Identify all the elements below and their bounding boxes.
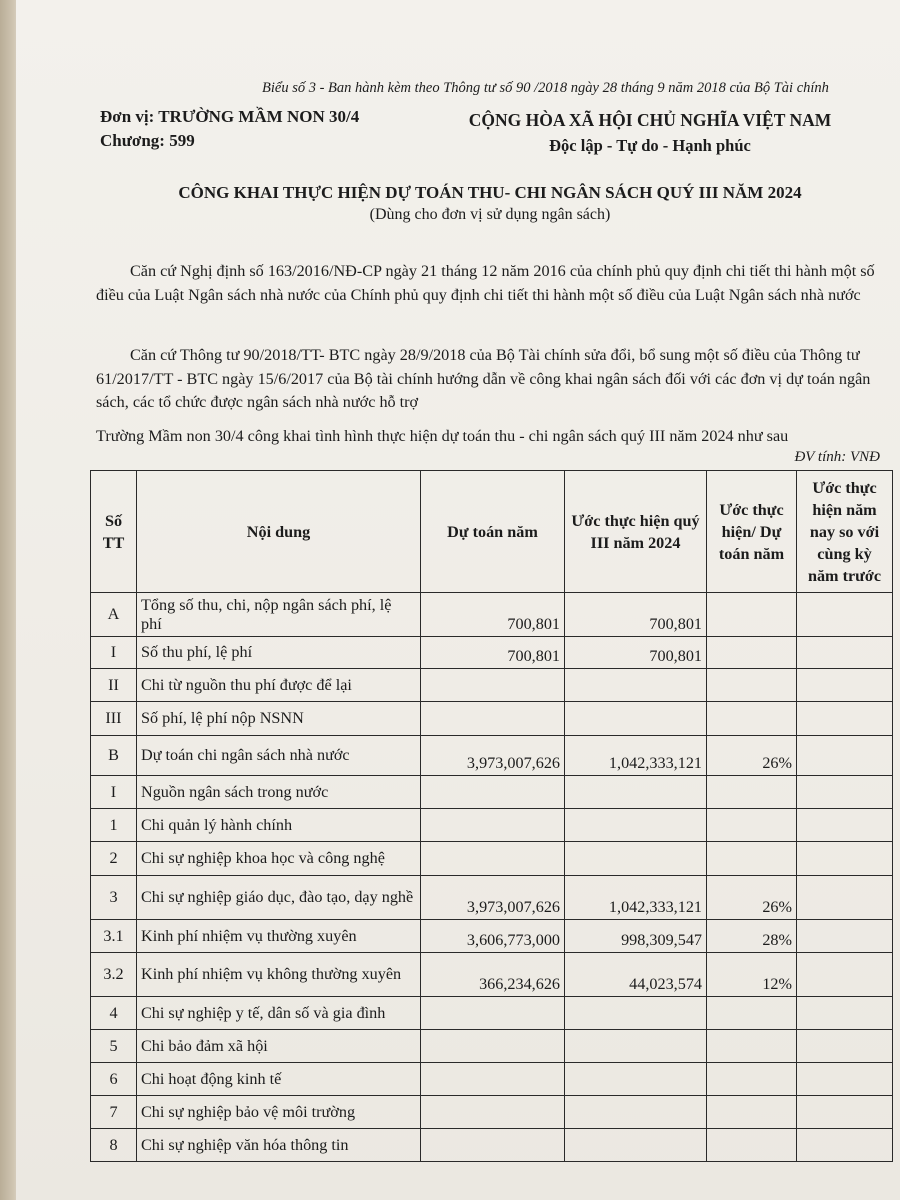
header-plan: Dự toán năm [421,471,565,593]
cell-actual [565,669,707,702]
cell-content: Nguồn ngân sách trong nước [137,776,421,809]
cell-content: Dự toán chi ngân sách nhà nước [137,736,421,776]
cell-stt: A [91,593,137,637]
cell-yoy [797,1129,893,1162]
cell-content: Chi từ nguồn thu phí được để lại [137,669,421,702]
cell-ratio: 12% [707,953,797,997]
cell-actual: 1,042,333,121 [565,876,707,920]
cell-ratio [707,637,797,669]
cell-yoy [797,702,893,736]
cell-plan: 3,973,007,626 [421,876,565,920]
header-content: Nội dung [137,471,421,593]
cell-content: Chi sự nghiệp bảo vệ môi trường [137,1096,421,1129]
currency-unit-note: ĐV tính: VNĐ [794,449,880,465]
cell-actual [565,1096,707,1129]
table-row [91,702,893,736]
cell-content: Tổng số thu, chi, nộp ngân sách phí, lệ phí [137,593,421,637]
cell-plan: 700,801 [421,637,565,669]
cell-plan [421,997,565,1030]
cell-ratio [707,1063,797,1096]
cell-stt: 2 [91,842,137,876]
cell-actual [565,702,707,736]
cell-stt: 1 [91,809,137,842]
cell-plan [421,776,565,809]
table-body [91,593,893,1162]
cell-yoy [797,1063,893,1096]
header-yoy: Ước thực hiện năm nay so với cùng kỳ năm trước [797,471,893,593]
document-reference: Biểu số 3 - Ban hành kèm theo Thông tư số 90 /2018 ngày 28 tháng 9 năm 2018 của Bộ Tài chính [262,80,829,96]
cell-actual [565,997,707,1030]
cell-stt: I [91,776,137,809]
cell-content: Chi sự nghiệp văn hóa thông tin [137,1129,421,1162]
cell-stt: 3 [91,876,137,920]
table-row [91,1096,893,1129]
table-row [91,1063,893,1096]
cell-actual [565,1063,707,1096]
cell-yoy [797,1096,893,1129]
cell-plan [421,1063,565,1096]
table-row [91,669,893,702]
cell-actual [565,1129,707,1162]
cell-actual [565,809,707,842]
cell-actual: 1,042,333,121 [565,736,707,776]
cell-ratio [707,1096,797,1129]
cell-yoy [797,669,893,702]
cell-content: Chi sự nghiệp khoa học và công nghệ [137,842,421,876]
cell-yoy [797,776,893,809]
cell-actual: 700,801 [565,637,707,669]
cell-ratio [707,1129,797,1162]
cell-yoy [797,736,893,776]
cell-stt: 3.2 [91,953,137,997]
cell-ratio: 26% [707,876,797,920]
cell-stt: 6 [91,1063,137,1096]
cell-stt: B [91,736,137,776]
cell-yoy [797,593,893,637]
cell-ratio [707,1030,797,1063]
header-actual: Ước thực hiện quý III năm 2024 [565,471,707,593]
cell-plan [421,1096,565,1129]
legal-basis-paragraph-2: Căn cứ Thông tư 90/2018/TT- BTC ngày 28/9/2018 của Bộ Tài chính sửa đổi, bổ sung một số điều của Thông tư 61/2017/TT - BTC ngày 15/6/2017 của Bộ tài chính hướng dẫn về công khai ngân sách đối với các đơn vị dự toán ngân sách, các tổ chức được ngân sách nhà nước hỗ trợ [96,346,871,411]
cell-content: Chi bảo đảm xã hội [137,1030,421,1063]
table-row [91,809,893,842]
cell-plan [421,842,565,876]
cell-stt: 7 [91,1096,137,1129]
cell-content: Kinh phí nhiệm vụ thường xuyên [137,920,421,953]
cell-ratio: 28% [707,920,797,953]
document-subtitle: (Dùng cho đơn vị sử dụng ngân sách) [369,206,611,223]
table-row [91,997,893,1030]
table-row [91,776,893,809]
cell-content: Chi sự nghiệp y tế, dân số và gia đình [137,997,421,1030]
cell-content: Chi sự nghiệp giáo dục, đào tạo, dạy nghề [137,876,421,920]
cell-actual [565,842,707,876]
cell-yoy [797,953,893,997]
table-row [91,953,893,997]
cell-plan [421,809,565,842]
unit-chapter: Chương: 599 [100,131,195,150]
intro-paragraph: Trường Mầm non 30/4 công khai tình hình thực hiện dự toán thu - chi ngân sách quý III năm 2024 như sau [96,427,789,445]
cell-ratio: 26% [707,736,797,776]
budget-table [90,470,893,1162]
table-row [91,736,893,776]
cell-actual: 700,801 [565,593,707,637]
cell-content: Chi hoạt động kinh tế [137,1063,421,1096]
cell-plan: 3,973,007,626 [421,736,565,776]
cell-stt: 5 [91,1030,137,1063]
header-ratio: Ước thực hiện/ Dự toán năm [707,471,797,593]
issuing-unit [100,105,359,153]
legal-basis-paragraph-1: Căn cứ Nghị định số 163/2016/NĐ-CP ngày 21 tháng 12 năm 2016 của chính phủ quy định chi tiết thi hành một số điều của Luật Ngân sách nhà nước của Chính phủ quy định chi tiết thi hành một số điều của Luật Ngân sách nhà nước [96,262,875,304]
cell-content: Kinh phí nhiệm vụ không thường xuyên [137,953,421,997]
cell-stt: 3.1 [91,920,137,953]
cell-actual [565,1030,707,1063]
cell-ratio [707,702,797,736]
cell-stt: 8 [91,1129,137,1162]
national-header [440,108,860,158]
cell-ratio [707,997,797,1030]
cell-yoy [797,1030,893,1063]
table-row [91,1129,893,1162]
cell-plan: 3,606,773,000 [421,920,565,953]
cell-ratio [707,593,797,637]
table-header-row [91,471,893,593]
cell-ratio [707,776,797,809]
cell-plan: 366,234,626 [421,953,565,997]
cell-yoy [797,920,893,953]
document-title: CÔNG KHAI THỰC HIỆN DỰ TOÁN THU- CHI NGÂN SÁCH QUÝ III NĂM 2024 [178,183,802,202]
header-stt: Số TT [91,471,137,593]
cell-yoy [797,809,893,842]
cell-content: Số thu phí, lệ phí [137,637,421,669]
cell-stt: II [91,669,137,702]
table-row [91,593,893,637]
cell-plan [421,669,565,702]
cell-ratio [707,842,797,876]
cell-stt: III [91,702,137,736]
cell-ratio [707,669,797,702]
unit-name: Đơn vị: TRƯỜNG MẦM NON 30/4 [100,107,360,126]
nation-name: CỘNG HÒA XÃ HỘI CHỦ NGHĨA VIỆT NAM [468,110,832,130]
table-row [91,842,893,876]
cell-plan [421,1129,565,1162]
cell-stt: 4 [91,997,137,1030]
cell-plan: 700,801 [421,593,565,637]
cell-yoy [797,637,893,669]
cell-ratio [707,809,797,842]
cell-actual: 44,023,574 [565,953,707,997]
table-row [91,1030,893,1063]
cell-yoy [797,842,893,876]
cell-yoy [797,997,893,1030]
cell-yoy [797,876,893,920]
cell-stt: I [91,637,137,669]
cell-actual: 998,309,547 [565,920,707,953]
table-row [91,637,893,669]
cell-content: Số phí, lệ phí nộp NSNN [137,702,421,736]
cell-content: Chi quản lý hành chính [137,809,421,842]
cell-actual [565,776,707,809]
cell-plan [421,1030,565,1063]
cell-plan [421,702,565,736]
table-row [91,920,893,953]
table-row [91,876,893,920]
nation-motto: Độc lập - Tự do - Hạnh phúc [549,136,751,155]
